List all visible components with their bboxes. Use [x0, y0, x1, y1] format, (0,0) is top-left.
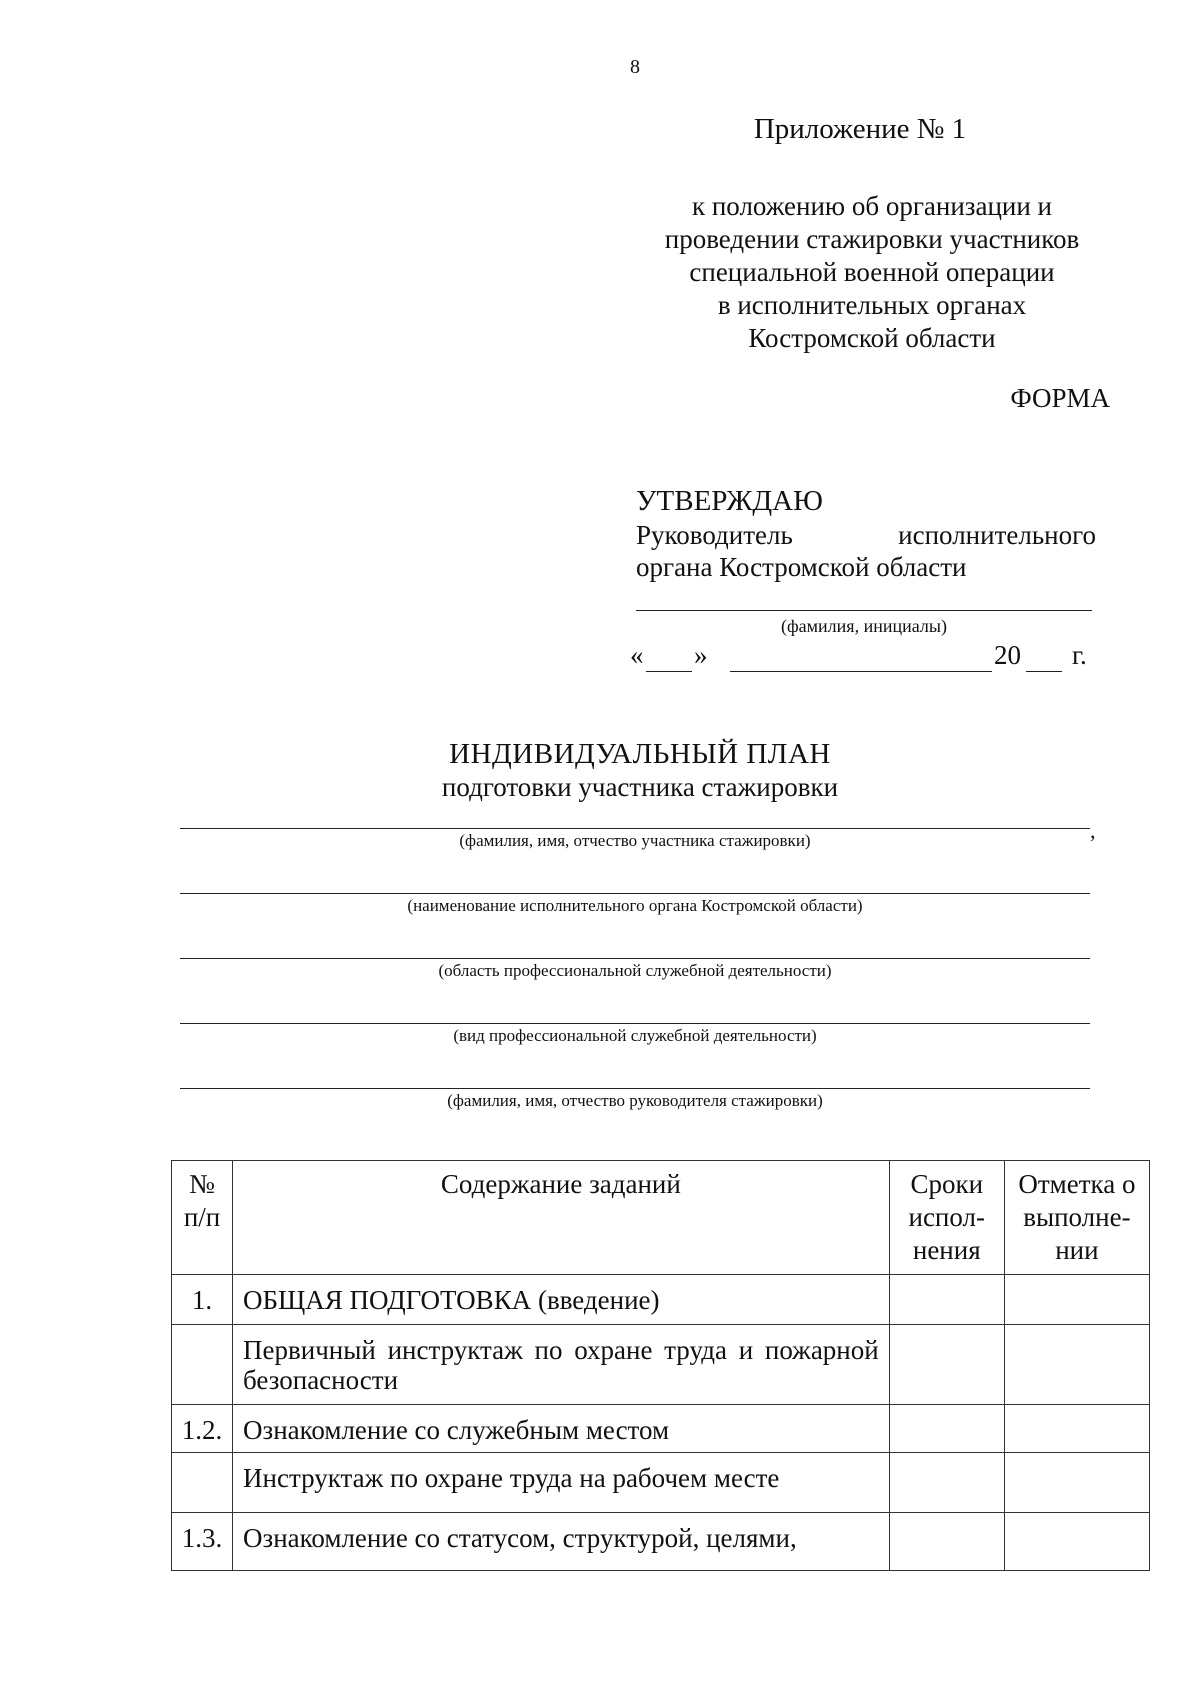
signature-caption: (фамилия, инициалы) — [781, 616, 947, 636]
appendix-subtitle-line: в исполнительных органах — [717, 290, 1027, 320]
row-mark-cell[interactable] — [1004, 1405, 1149, 1453]
date-year-prefix: 20 — [994, 640, 1021, 670]
plan-table — [171, 1160, 1150, 1571]
service-area-caption: (область профессиональной служебной деятельности) — [438, 961, 832, 980]
row-number: 1. — [172, 1275, 233, 1325]
service-area-field[interactable] — [180, 958, 1090, 959]
signature-line[interactable] — [636, 610, 1092, 611]
header-mark-line: выполне- — [1023, 1202, 1131, 1232]
approval-date-row — [630, 640, 1110, 676]
page-number: 8 — [630, 56, 640, 78]
header-content-text: Содержание заданий — [440, 1169, 681, 1199]
header-mark-line: нии — [1055, 1235, 1099, 1265]
trailing-comma: , — [1090, 818, 1096, 843]
appendix-subtitle — [612, 190, 1132, 355]
table-row — [172, 1275, 1150, 1325]
plan-title: ИНДИВИДУАЛЬНЫЙ ПЛАН — [449, 738, 831, 770]
header-term-line: Сроки — [910, 1169, 984, 1199]
service-type-field[interactable] — [180, 1023, 1090, 1024]
row-content: Первичный инструктаж по охране труда и пожарной безопасности — [233, 1325, 890, 1405]
appendix-subtitle-line: специальной военной операции — [689, 257, 1055, 287]
service-type-caption: (вид профессиональной служебной деятельности) — [453, 1026, 817, 1045]
header-mark-line: Отметка о — [1018, 1169, 1136, 1199]
row-mark-cell[interactable] — [1004, 1453, 1149, 1513]
row-content: ОБЩАЯ ПОДГОТОВКА (введение) — [233, 1275, 890, 1325]
approval-heading: УТВЕРЖДАЮ — [636, 485, 823, 517]
trainee-name-caption: (фамилия, имя, отчество участника стажировки) — [459, 831, 811, 850]
row-mark-cell[interactable] — [1004, 1275, 1149, 1325]
table-header-row — [172, 1161, 1150, 1275]
row-number: 1.2. — [172, 1405, 233, 1453]
approval-organ-line: органа Костромской области — [636, 552, 967, 582]
approval-position-left: Руководитель — [636, 520, 793, 550]
row-mark-cell[interactable] — [1004, 1513, 1149, 1571]
appendix-subtitle-line: Костромской области — [748, 323, 996, 353]
row-number — [172, 1453, 233, 1513]
approval-block — [636, 483, 1096, 583]
supervisor-name-field[interactable] — [180, 1088, 1090, 1089]
row-number — [172, 1325, 233, 1405]
date-open-quote: « — [630, 640, 644, 670]
trainee-name-field[interactable] — [180, 828, 1090, 829]
approval-position-line — [636, 519, 1096, 551]
form-label: ФОРМА — [1010, 383, 1110, 413]
row-term-cell[interactable] — [889, 1275, 1004, 1325]
table-row — [172, 1405, 1150, 1453]
approval-position-right: исполнительного — [898, 520, 1096, 550]
row-content: Инструктаж по охране труда на рабочем месте — [233, 1453, 890, 1513]
row-number: 1.3. — [172, 1513, 233, 1571]
date-year-field[interactable] — [1026, 671, 1062, 672]
date-close-quote: » — [694, 640, 708, 670]
appendix-subtitle-line: проведении стажировки участников — [664, 224, 1080, 254]
header-content — [233, 1161, 890, 1275]
header-term-line: испол- — [908, 1202, 985, 1232]
row-content: Ознакомление со статусом, структурой, целями, — [233, 1513, 890, 1571]
header-number-line: № — [189, 1169, 215, 1199]
header-term — [889, 1161, 1004, 1275]
organ-name-field[interactable] — [180, 893, 1090, 894]
row-content: Ознакомление со служебным местом — [233, 1405, 890, 1453]
header-term-line: нения — [912, 1235, 981, 1265]
row-mark-cell[interactable] — [1004, 1325, 1149, 1405]
table-row — [172, 1513, 1150, 1571]
date-year-suffix: г. — [1072, 640, 1087, 670]
plan-subtitle: подготовки участника стажировки — [441, 772, 839, 802]
appendix-subtitle-line: к положению об организации и — [691, 191, 1052, 221]
date-month-field[interactable] — [730, 671, 992, 672]
row-term-cell[interactable] — [889, 1325, 1004, 1405]
row-term-cell[interactable] — [889, 1405, 1004, 1453]
table-row — [172, 1325, 1150, 1405]
header-number — [172, 1161, 233, 1275]
supervisor-name-caption: (фамилия, имя, отчество руководителя стажировки) — [447, 1091, 823, 1110]
organ-name-caption: (наименование исполнительного органа Костромской области) — [407, 896, 863, 915]
row-term-cell[interactable] — [889, 1513, 1004, 1571]
table-row — [172, 1453, 1150, 1513]
row-term-cell[interactable] — [889, 1453, 1004, 1513]
header-mark — [1004, 1161, 1149, 1275]
appendix-title: Приложение № 1 — [753, 113, 967, 145]
header-number-line: п/п — [183, 1202, 221, 1232]
date-day-field[interactable] — [646, 671, 692, 672]
